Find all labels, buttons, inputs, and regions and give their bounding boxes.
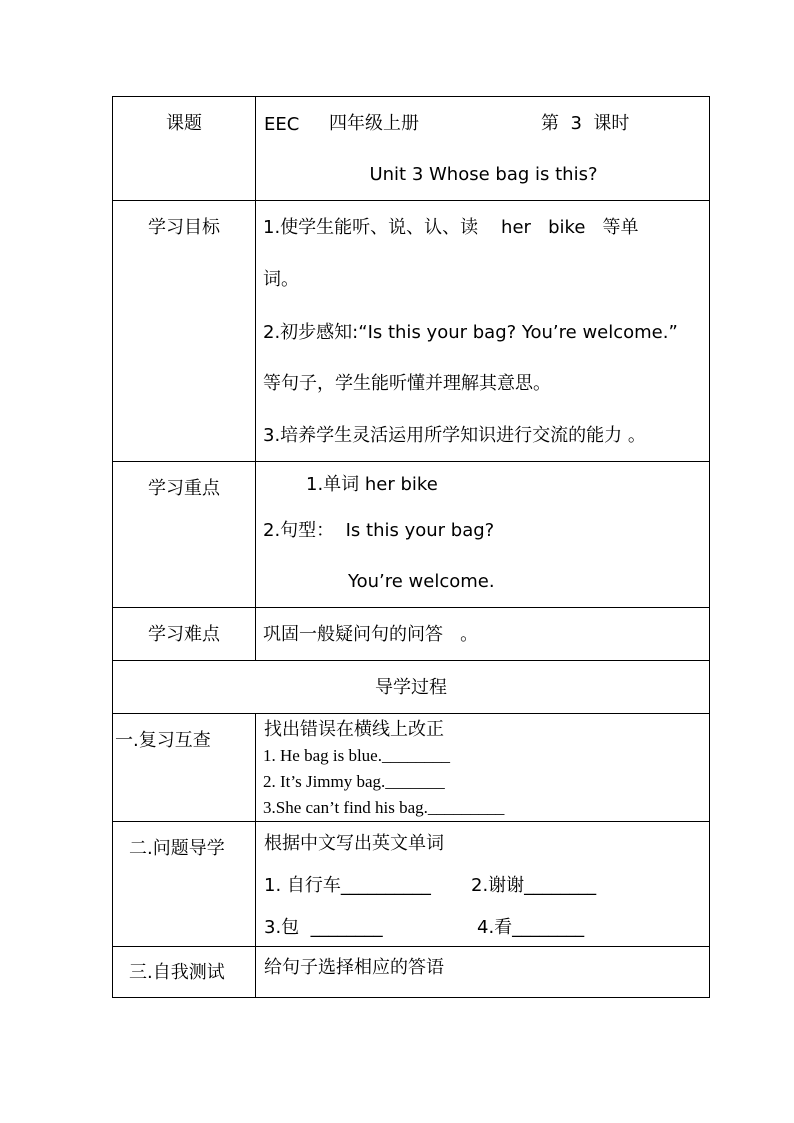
review-item: 3.She can’t find his bag._________ <box>263 798 505 817</box>
course-code: EEC <box>264 114 300 135</box>
review-label: 一.复习互查 <box>115 730 211 751</box>
difficulty-text: 巩固一般疑问句的问答 。 <box>263 624 479 645</box>
row-divider <box>113 946 709 947</box>
goals-label: 学习目标 <box>148 217 220 238</box>
lesson-plan-table <box>112 96 710 998</box>
review-item: 1. He bag is blue.________ <box>263 746 450 765</box>
goal-line: 3.培养学生灵活运用所学知识进行交流的能力 。 <box>263 425 646 446</box>
guide-instruction: 根据中文写出英文单词 <box>264 833 444 854</box>
guide-item: 3.包 ________ <box>264 917 383 938</box>
review-item: 2. It’s Jimmy bag._______ <box>263 772 445 791</box>
review-instruction: 找出错误在横线上改正 <box>264 719 444 740</box>
row-divider <box>113 461 709 462</box>
focus-label: 学习重点 <box>148 478 220 499</box>
difficulty-label: 学习难点 <box>148 624 220 645</box>
unit-title: Unit 3 Whose bag is this? <box>369 164 598 185</box>
focus-line: 1.单词 her bike <box>306 474 438 495</box>
lesson-number: 第 3 课时 <box>541 113 630 134</box>
guide-item: 1. 自行车__________ <box>264 875 431 896</box>
selftest-label: 三.自我测试 <box>129 962 225 983</box>
process-title: 导学过程 <box>375 677 447 698</box>
title-label: 课题 <box>166 113 202 134</box>
row-divider <box>113 607 709 608</box>
goal-line: 词。 <box>263 269 299 290</box>
row-divider <box>113 660 709 661</box>
row-divider <box>113 821 709 822</box>
goal-line: 等句子，学生能听懂并理解其意思。 <box>263 373 551 394</box>
selftest-instruction: 给句子选择相应的答语 <box>264 957 444 978</box>
goal-line: 1.使学生能听、说、认、读 her bike 等单 <box>263 217 639 238</box>
guide-item: 4.看________ <box>477 917 585 938</box>
focus-line: 2.句型： Is this your bag? <box>263 520 495 541</box>
grade-text: 四年级上册 <box>329 113 419 134</box>
guide-item: 2.谢谢________ <box>471 875 597 896</box>
column-divider <box>255 713 256 998</box>
guide-label: 二.问题导学 <box>129 838 225 859</box>
row-divider <box>113 200 709 201</box>
row-divider <box>113 713 709 714</box>
goal-line: 2.初步感知:“Is this your bag? You’re welcome.” <box>263 322 678 343</box>
focus-line: You’re welcome. <box>348 571 495 592</box>
